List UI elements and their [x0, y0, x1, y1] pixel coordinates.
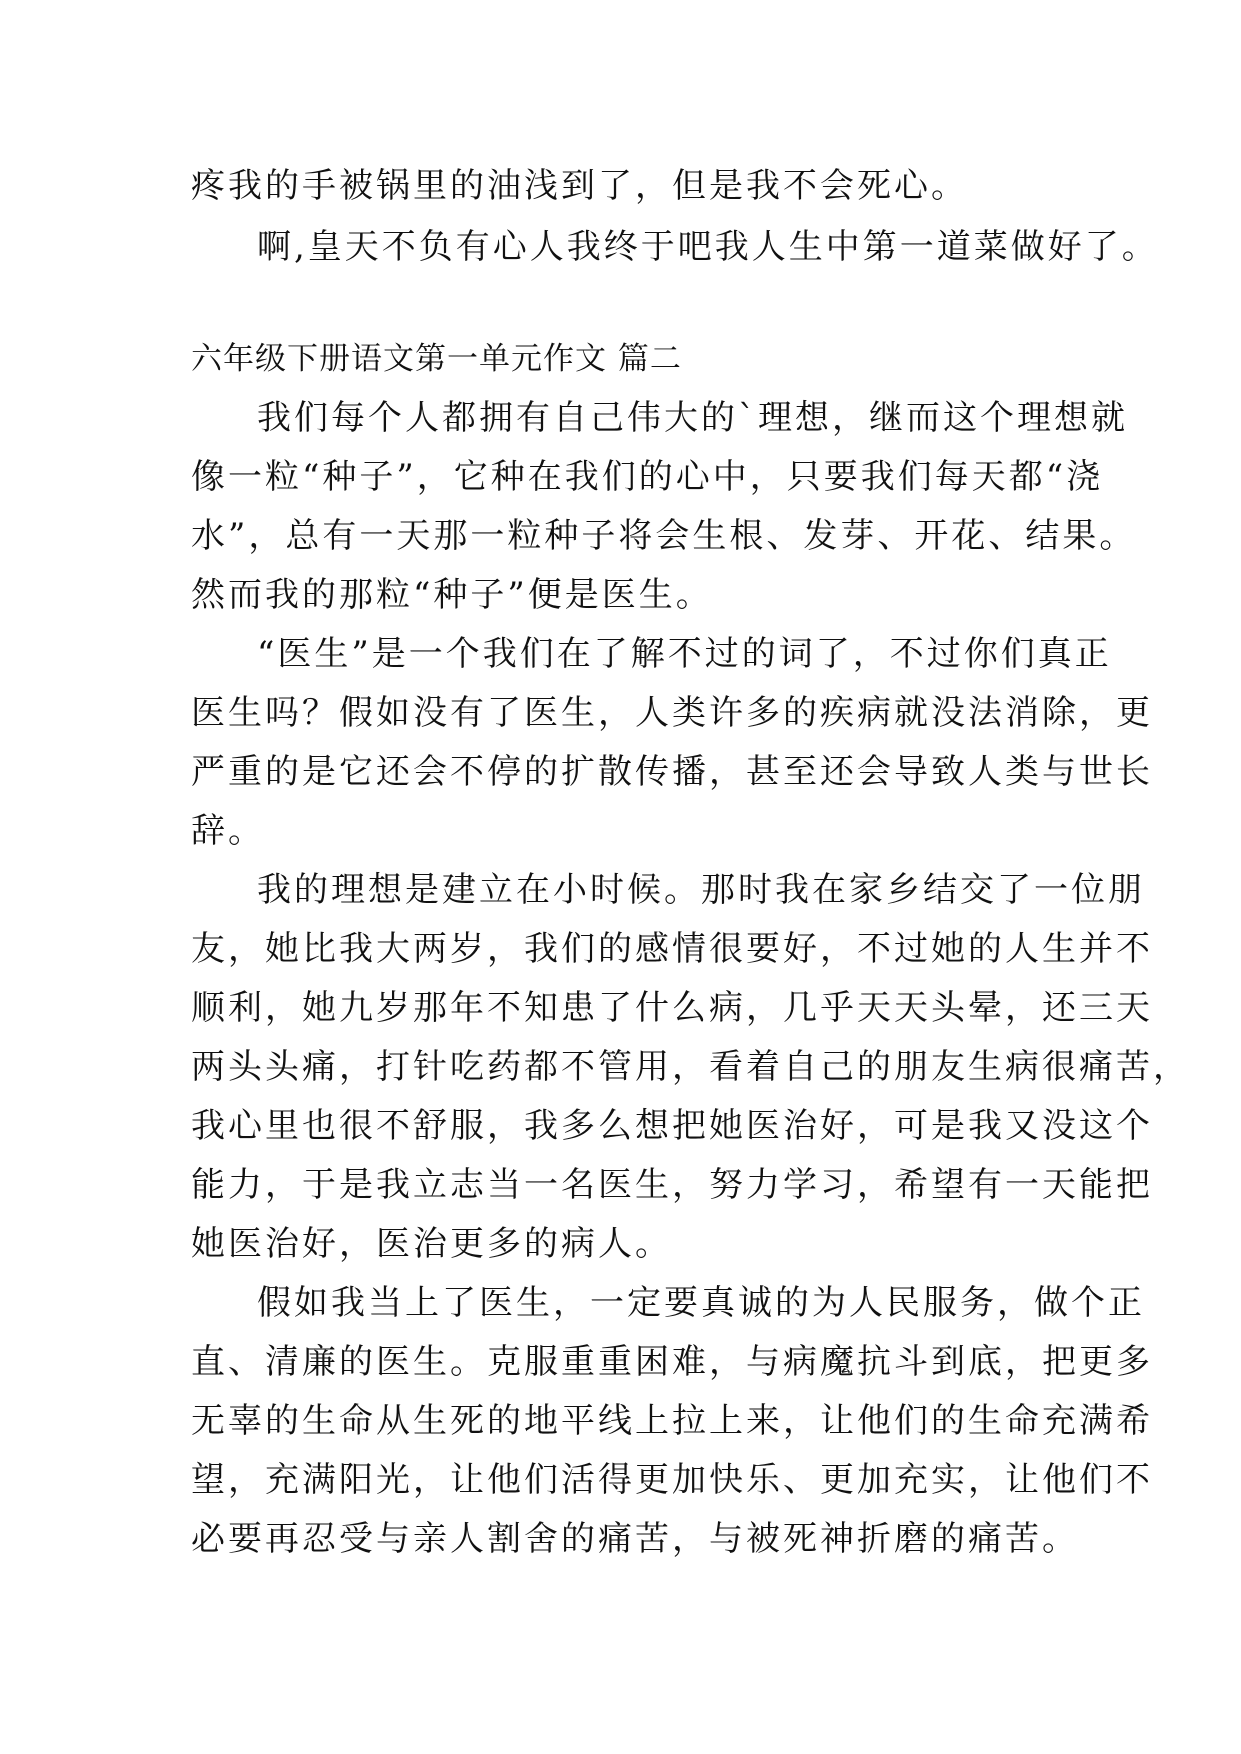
paragraph-line: “医生”是一个我们在了解不过的词了，不过你们真正	[257, 634, 1112, 674]
paragraph-line: 然而我的那粒“种子”便是医生。	[191, 575, 713, 615]
section-title: 六年级下册语文第一单元作文 篇二	[191, 341, 682, 377]
paragraph-line: 友，她比我大两岁，我们的感情很要好，不过她的人生并不	[191, 929, 1153, 969]
paragraph-line: 像一粒“种子”，它种在我们的心中，只要我们每天都“浇	[191, 457, 1104, 497]
paragraph-line: 辞。	[191, 811, 265, 851]
paragraph-line: 她医治好，医治更多的病人。	[191, 1224, 672, 1264]
paragraph-line: 假如我当上了医生，一定要真诚的为人民服务，做个正	[257, 1283, 1145, 1323]
paragraph-line: 我们每个人都拥有自己伟大的`理想，继而这个理想就	[257, 398, 1128, 438]
paragraph-line: 疼我的手被锅里的油浅到了，但是我不会死心。	[191, 166, 968, 206]
paragraph-line: 严重的是它还会不停的扩散传播，甚至还会导致人类与世长	[191, 752, 1153, 792]
paragraph-line: 医生吗？假如没有了医生，人类许多的疾病就没法消除，更	[191, 693, 1153, 733]
paragraph-line: 水”，总有一天那一粒种子将会生根、发芽、开花、结果。	[191, 516, 1137, 556]
paragraph-line: 两头头痛，打针吃药都不管用，看着自己的朋友生病很痛苦，	[191, 1047, 1190, 1087]
paragraph-line: 无辜的生命从生死的地平线上拉上来，让他们的生命充满希	[191, 1401, 1153, 1441]
paragraph-line: 啊,皇天不负有心人我终于吧我人生中第一道菜做好了。	[257, 227, 1159, 267]
paragraph-line: 我心里也很不舒服，我多么想把她医治好，可是我又没这个	[191, 1106, 1153, 1146]
paragraph-line: 望，充满阳光，让他们活得更加快乐、更加充实，让他们不	[191, 1460, 1153, 1500]
paragraph-line: 我的理想是建立在小时候。那时我在家乡结交了一位朋	[257, 870, 1145, 910]
paragraph-line: 顺利，她九岁那年不知患了什么病，几乎天天头晕，还三天	[191, 988, 1153, 1028]
paragraph-line: 能力，于是我立志当一名医生，努力学习，希望有一天能把	[191, 1165, 1153, 1205]
paragraph-line: 直、清廉的医生。克服重重困难，与病魔抗斗到底，把更多	[191, 1342, 1153, 1382]
paragraph-line: 必要再忍受与亲人割舍的痛苦，与被死神折磨的痛苦。	[191, 1519, 1079, 1559]
